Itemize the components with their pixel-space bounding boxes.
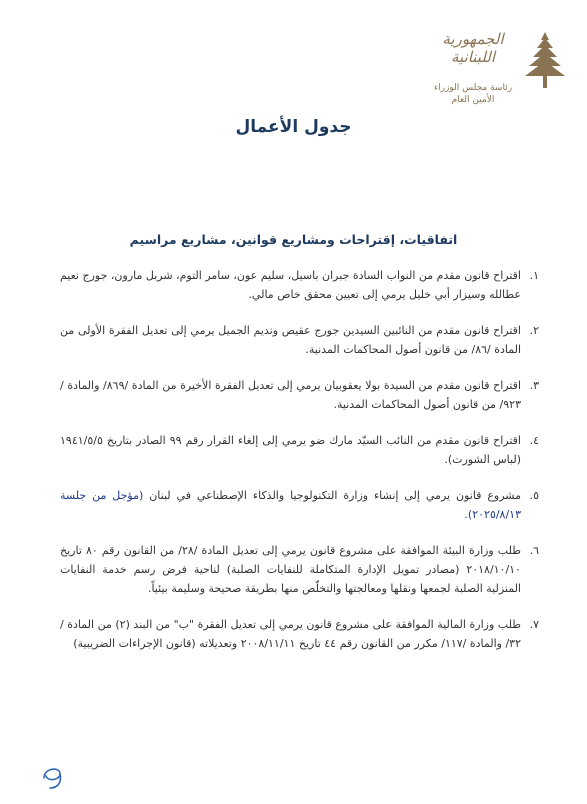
letterhead-line1: الجمهورية [442, 30, 504, 48]
agenda-item [60, 266, 539, 304]
letterhead-line2: اللبنانية [450, 48, 496, 66]
item-text: اقتراح قانون مقدم من النواب السادة جبران باسيل، سليم عون، سامر التوم، شربل مارون، جورج نعيم عطالله وسيزار أبي خليل يرمي إلى تعيين محقق خاص مالي. [59, 269, 521, 301]
item-number: ٥. [529, 489, 539, 502]
item-text: اقتراح قانون مقدم من النائبين السيدين جورج عقيص ونديم الجميل يرمي إلى تعديل الفقرة الأولى من المادة /٨٦/ من قانون أصول المحاكمات المدنية. [60, 324, 521, 356]
postponed-note: (مؤجل من جلسة ٢٠٢٥/٨/١٣). [60, 489, 521, 521]
item-number: ١. [529, 269, 539, 282]
item-text: مشروع قانون يرمي إلى إنشاء وزارة التكنولوجيا والذكاء الإصطناعي في لبنان [149, 489, 522, 502]
letterhead-line3: رئاسة مجلس الوزراء [433, 83, 513, 93]
item-number: ٧. [529, 618, 539, 631]
item-text: طلب وزارة البيئة الموافقة على مشروع قانون يرمي إلى تعديل المادة /٢٨/ من القانون رقم ٨٠ تاريخ ٢٠١٨/١٠/١٠ (مصادر تمويل الإدارة المتكاملة للنفايات الصلبة) لناحية فرض رسم خدمة النفايات المنزلية الصلبة لجمعها ونقلها ومعالجتها والتخلّص منها بطريقة صحيحة وسليمة بيئياً. [60, 544, 521, 595]
agenda-list [60, 266, 539, 670]
agenda-item [60, 541, 539, 598]
item-text: اقتراح قانون مقدم من النائب السيّد مارك ضو يرمي إلى إلغاء القرار رقم ٩٩ الصادر بتاريخ ١٩٤١/٥/٥ (لباس الشورت). [60, 434, 521, 466]
agenda-item [60, 431, 539, 469]
item-number: ٦. [529, 544, 539, 557]
letterhead-line4: الأمين العام [451, 95, 495, 105]
section-subtitle: اتفاقيات، إقتراحات ومشاريع قوانين، مشاريع مراسيم [129, 232, 458, 247]
item-number: ٤. [529, 434, 539, 447]
item-text: طلب وزارة المالية الموافقة على مشروع قانون يرمي إلى تعديل الفقرة "ب" من البند (٢) من المادة /٣٢/ والمادة /١١٧/ مكرر من القانون رقم ٤٤ تاريخ ٢٠٠٨/١١/١١ وتعديلاته (قانون الإجراءات الضريبية) [60, 618, 521, 650]
item-number: ٢. [529, 324, 539, 337]
item-number: ٣. [529, 379, 539, 392]
cedar-emblem-icon [523, 30, 567, 92]
agenda-item [60, 321, 539, 359]
item-text: اقتراح قانون مقدم من السيدة بولا يعقوبيان يرمي إلى تعديل الفقرة الأخيرة من المادة /٨٦٩/ والمادة /٩٢٣/ من قانون أصول المحاكمات المدنية. [60, 379, 521, 411]
agenda-item [60, 615, 539, 653]
handwritten-initial-signature [38, 760, 72, 790]
agenda-item [60, 486, 539, 524]
document-title: جدول الأعمال [235, 117, 352, 137]
agenda-item [60, 376, 539, 414]
